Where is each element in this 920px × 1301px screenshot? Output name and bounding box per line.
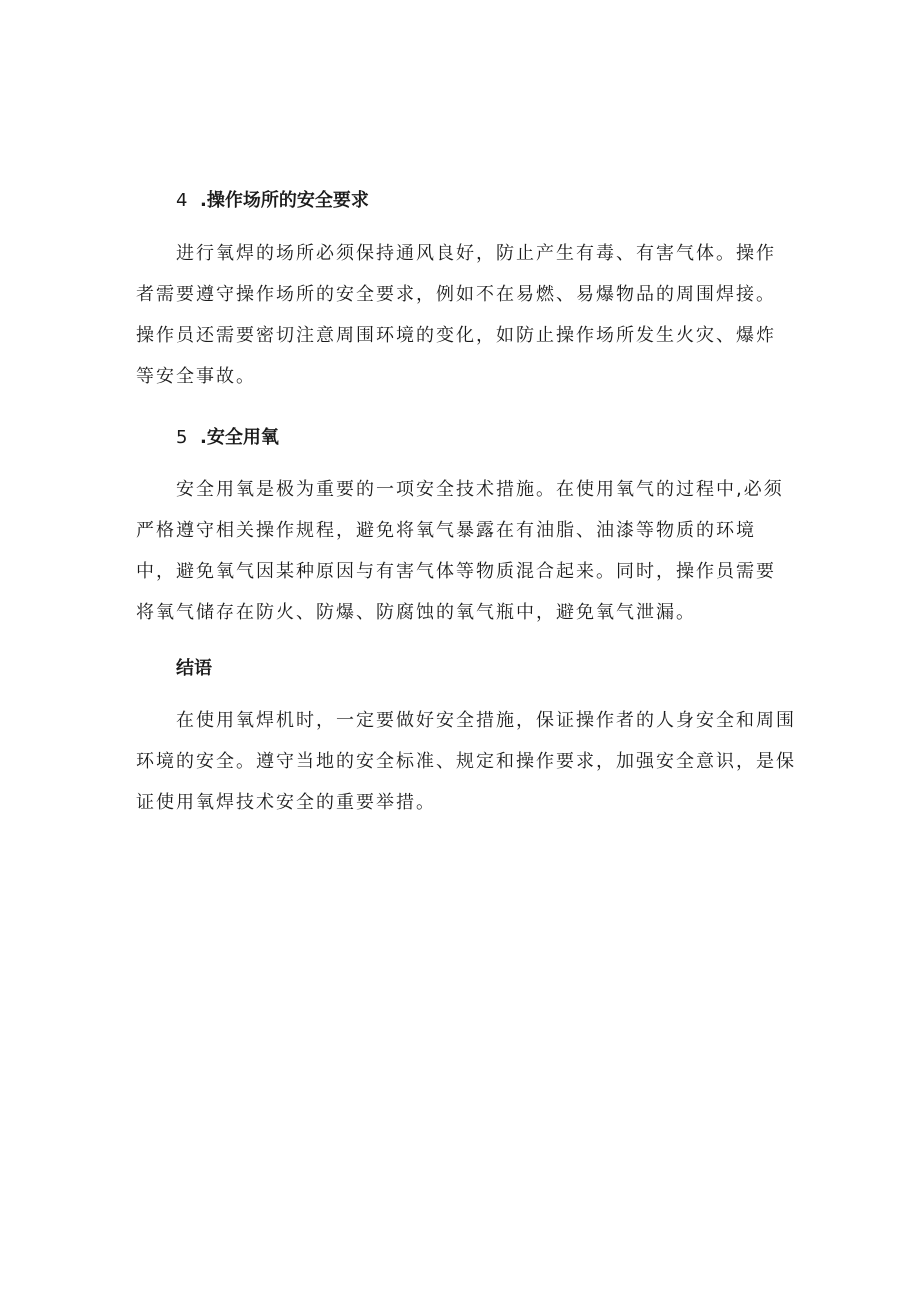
paragraph-line: 证使用氧焊技术安全的重要举措。 [136,792,436,813]
paragraph-line: 中，避免氧气因某种原因与有害气体等物质混合起来。同时，操作员需要 [136,561,776,582]
section-4-title: .操作场所的安全要求 [200,190,369,211]
paragraph-line: 安全用氧是极为重要的一项安全技术措施。在使用氧气的过程中,必须 [176,479,784,500]
paragraph-line: 严格遵守相关操作规程，避免将氧气暴露在有油脂、油漆等物质的环境 [136,520,756,541]
section-4-number: 4 [176,190,188,211]
paragraph-line: 等安全事故。 [136,366,256,387]
section-5-heading [136,425,836,451]
paragraph-line: 环境的安全。遵守当地的安全标准、规定和操作要求，加强安全意识，是保 [136,751,796,772]
paragraph-line: 进行氧焊的场所必须保持通风良好，防止产生有毒、有害气体。操作 [176,243,776,264]
paragraph-line: 将氧气储存在防火、防爆、防腐蚀的氧气瓶中，避免氧气泄漏。 [136,602,696,623]
section-4-heading [136,188,836,214]
section-5-title: .安全用氧 [200,427,279,448]
paragraph-line: 操作员还需要密切注意周围环境的变化，如防止操作场所发生火灾、爆炸 [136,325,776,346]
section-5-number: 5 [176,427,188,448]
section-5-paragraph [136,469,796,633]
paragraph-line: 在使用氧焊机时，一定要做好安全措施，保证操作者的人身安全和周围 [176,710,796,731]
section-4-paragraph [136,233,796,397]
conclusion-paragraph [136,700,796,823]
conclusion-heading: 结语 [176,658,212,679]
paragraph-line: 者需要遵守操作场所的安全要求，例如不在易燃、易爆物品的周围焊接。 [136,284,776,305]
